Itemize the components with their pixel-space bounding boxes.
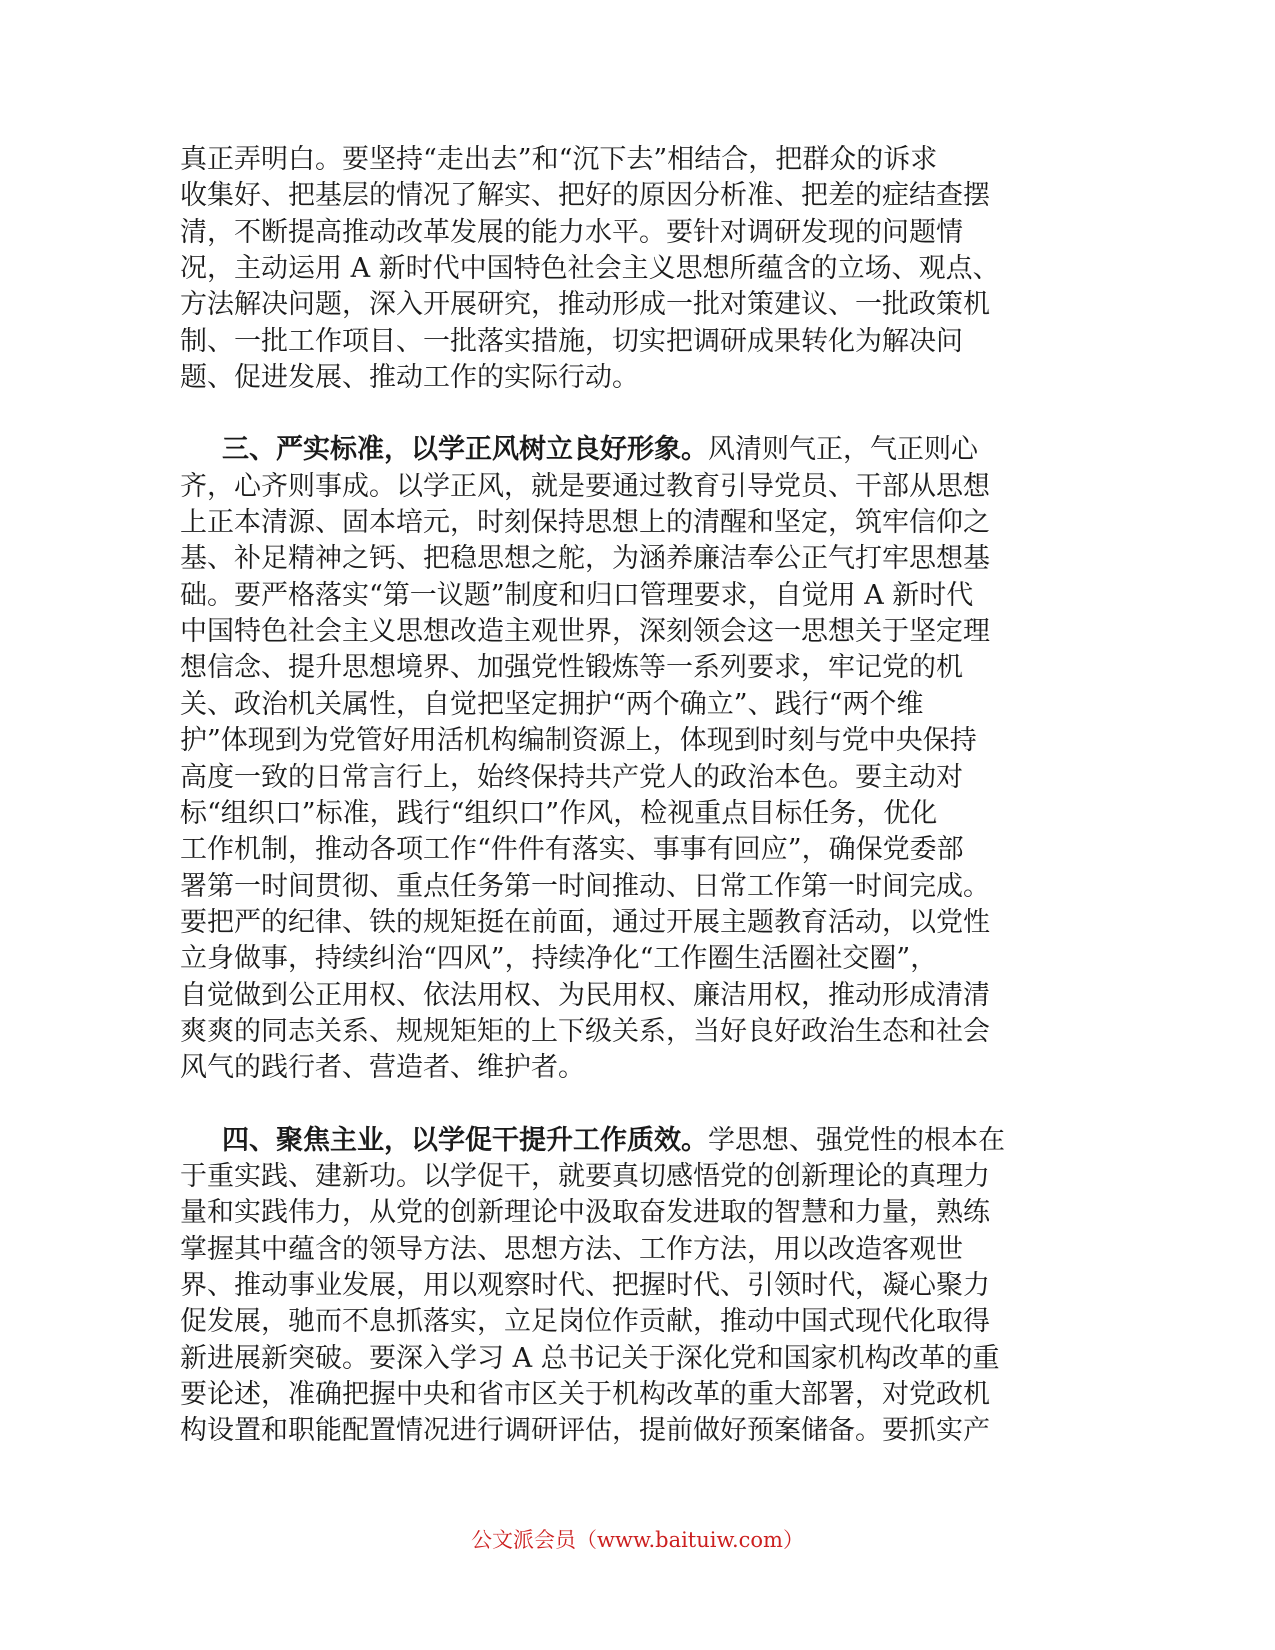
text-line: 题、促进发展、推动工作的实际行动。	[180, 362, 639, 394]
section-first-line	[180, 1123, 1080, 1159]
text-line: 于重实践、建新功。以学促干，就要真切感悟党的创新理论的真理力	[180, 1160, 990, 1192]
text-line: 础。要严格落实“第一议题”制度和归口管理要求，自觉用 A 新时代	[180, 579, 974, 611]
document-body	[180, 142, 1080, 1450]
text-line: 爽爽的同志关系、规规矩矩的上下级关系，当好良好政治生态和社会	[180, 1015, 990, 1047]
text-line: 关、政治机关属性，自觉把坚定拥护“两个确立”、践行“两个维	[180, 688, 924, 720]
paragraph-spacer	[180, 396, 1080, 432]
text-line: 清，不断提高推动改革发展的能力水平。要针对调研发现的问题情	[180, 216, 963, 248]
text-line: 高度一致的日常言行上，始终保持共产党人的政治本色。要主动对	[180, 761, 963, 793]
paragraph-spacer	[180, 1087, 1080, 1123]
text-line: 方法解决问题，深入开展研究，推动形成一批对策建议、一批政策机	[180, 289, 990, 321]
section-four	[180, 1123, 1080, 1450]
text-line: 构设置和职能配置情况进行调研评估，提前做好预案储备。要抓实产	[180, 1415, 990, 1447]
text-line: 促发展，驰而不息抓落实，立足岗位作贡献，推动中国式现代化取得	[180, 1306, 990, 1338]
section-heading: 三、严实标准，以学正风树立良好形象。	[222, 434, 708, 466]
text-line: 要论述，准确把握中央和省市区关于机构改革的重大部署，对党政机	[180, 1379, 990, 1410]
section-heading: 四、聚焦主业，以学促干提升工作质效。	[222, 1124, 708, 1156]
text-line: 署第一时间贯彻、重点任务第一时间推动、日常工作第一时间完成。	[180, 870, 990, 902]
text-line: 制、一批工作项目、一批落实措施，切实把调研成果转化为解决问	[180, 325, 963, 357]
text-line: 量和实践伟力，从党的创新理论中汲取奋发进取的智慧和力量，熟练	[180, 1197, 990, 1229]
text-line: 新进展新突破。要深入学习 A 总书记关于深化党和国家机构改革的重	[180, 1342, 1000, 1374]
paragraph-continuation	[180, 142, 1080, 396]
text-line: 中国特色社会主义思想改造主观世界，深刻领会这一思想关于坚定理	[180, 616, 990, 648]
text-line: 基、补足精神之钙、把稳思想之舵，为涵养廉洁奉公正气打牢思想基	[180, 543, 990, 575]
text-line: 掌握其中蕴含的领导方法、思想方法、工作方法，用以改造客观世	[180, 1233, 963, 1265]
text-line: 标“组织口”标准，践行“组织口”作风，检视重点目标任务，优化	[180, 797, 938, 829]
text-line: 齐，心齐则事成。以学正风，就是要通过教育引导党员、干部从思想	[180, 470, 990, 502]
text-line: 收集好、把基层的情况了解实、把好的原因分析准、把差的症结查摆	[180, 180, 990, 212]
text-line: 上正本清源、固本培元，时刻保持思想上的清醒和坚定，筑牢信仰之	[180, 507, 990, 539]
text-line: 要把严的纪律、铁的规矩挺在前面，通过开展主题教育活动，以党性	[180, 906, 990, 938]
section-lead-text: 学思想、强党性的根本在	[708, 1124, 1005, 1156]
text-line: 界、推动事业发展，用以观察时代、把握时代、引领时代，凝心聚力	[180, 1269, 990, 1301]
text-line: 况，主动运用 A 新时代中国特色社会主义思想所蕴含的立场、观点、	[180, 253, 1000, 285]
text-line: 工作机制，推动各项工作“件件有落实、事事有回应”，确保党委部	[180, 834, 964, 866]
text-line: 风气的践行者、营造者、维护者。	[180, 1052, 585, 1084]
section-first-line	[180, 432, 1080, 468]
text-line: 自觉做到公正用权、依法用权、为民用权、廉洁用权，推动形成清清	[180, 979, 990, 1011]
section-three	[180, 432, 1080, 1086]
text-line: 真正弄明白。要坚持“走出去”和“沉下去”相结合，把群众的诉求	[180, 144, 938, 175]
footer-watermark-link[interactable]: 公文派会员（www.baituiw.com）	[471, 1528, 804, 1552]
section-lead-text: 风清则气正，气正则心	[708, 434, 978, 466]
text-line: 立身做事，持续纠治“四风”，持续净化“工作圈生活圈社交圈”，	[180, 943, 938, 975]
text-line: 想信念、提升思想境界、加强党性锻炼等一系列要求，牢记党的机	[180, 652, 963, 684]
text-line: 护”体现到为党管好用活机构编制资源上，体现到时刻与党中央保持	[180, 725, 977, 757]
